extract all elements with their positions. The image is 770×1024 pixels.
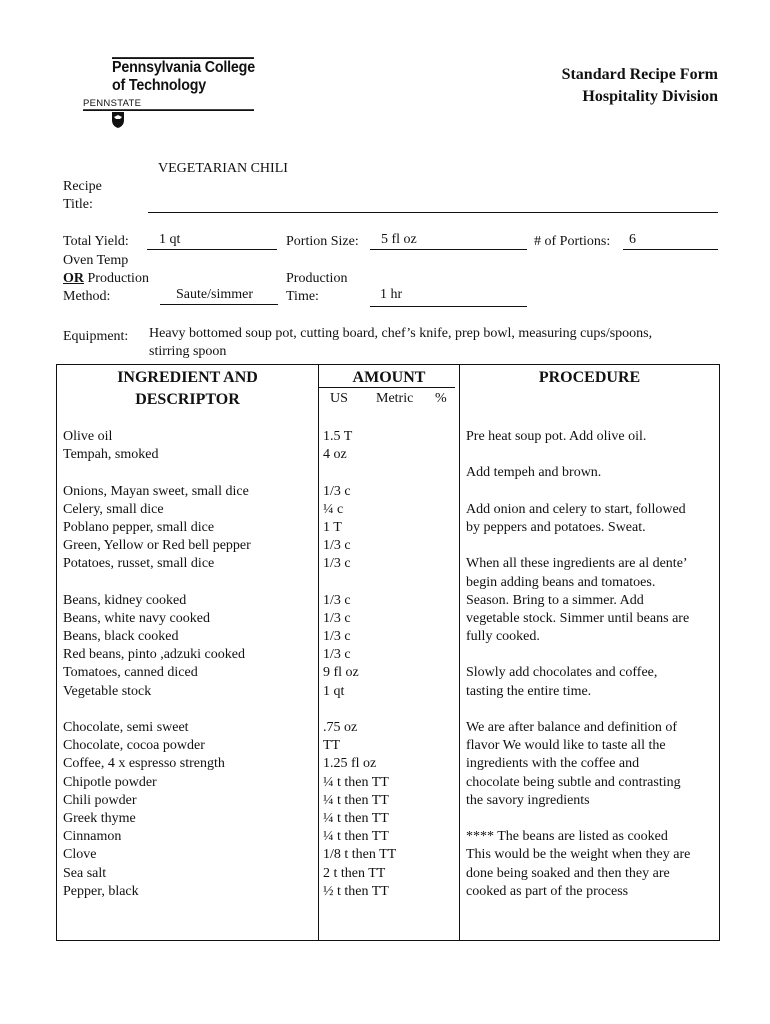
ingredient-row: Coffee, 4 x espresso strength	[63, 756, 225, 772]
ingredient-row: Beans, white navy cooked	[63, 610, 210, 626]
ingredient-row: Poblano pepper, small dice	[63, 519, 215, 535]
procedure-line: flavor We would like to taste all the	[466, 738, 666, 754]
method-label-line2	[63, 270, 149, 288]
amount-row: 1/3 c	[323, 592, 351, 608]
procedure-line: by peppers and potatoes. Sweat.	[466, 519, 646, 535]
logo-bottom-rule	[83, 109, 254, 111]
ingredient-row: Olive oil	[63, 429, 113, 444]
method-label-line1: Oven Temp	[63, 253, 129, 268]
amount-row: 1/8 t then TT	[323, 847, 397, 863]
ingredient-header-line2: DESCRIPTOR	[135, 391, 240, 408]
method-underline	[160, 304, 278, 305]
row-spacer	[323, 464, 396, 482]
amount-row: 1/3 c	[323, 538, 351, 554]
production-time-label	[286, 270, 347, 306]
amount-row: ½ t then TT	[323, 883, 389, 899]
row-spacer	[63, 574, 251, 592]
ingredient-row: Tomatoes, canned diced	[63, 665, 198, 681]
amount-us-subheader: US	[330, 391, 348, 406]
portion-size-underline	[370, 249, 527, 250]
total-yield-underline	[147, 249, 277, 250]
method-value[interactable]: Saute/simmer	[176, 287, 253, 302]
ingredient-row: Tempah, smoked	[63, 447, 159, 463]
procedure-line: begin adding beans and tomatoes.	[466, 574, 656, 590]
procedure-line: ingredients with the coffee and	[466, 756, 640, 772]
ingredient-row: Chocolate, semi sweet	[63, 720, 189, 735]
amount-row: 1/3 c	[323, 483, 351, 499]
procedure-list	[466, 428, 690, 901]
procedure-line: cooked as part of the process	[466, 883, 629, 899]
production-time-label-line2: Time:	[286, 289, 319, 304]
equipment-value[interactable]	[149, 325, 652, 361]
row-spacer	[466, 810, 690, 828]
ingredient-row: Onions, Mayan sweet, small dice	[63, 483, 249, 499]
ingredient-row: Green, Yellow or Red bell pepper	[63, 538, 251, 554]
production-time-label-line1: Production	[286, 271, 348, 286]
ingredient-row: Vegetable stock	[63, 683, 152, 699]
amount-row: .75 oz	[323, 720, 358, 735]
form-title-line1: Standard Recipe Form	[561, 66, 718, 83]
amount-row: 1 qt	[323, 683, 345, 699]
procedure-line: fully cooked.	[466, 629, 540, 645]
row-spacer	[63, 701, 251, 719]
ingredient-row: Beans, black cooked	[63, 629, 179, 645]
equipment-line2: stirring spoon	[149, 344, 227, 359]
row-spacer	[323, 701, 396, 719]
amount-row: ¼ c	[323, 501, 344, 517]
portions-value[interactable]: 6	[629, 232, 636, 247]
procedure-line: Pre heat soup pot. Add olive oil.	[466, 429, 647, 444]
amount-row: 1.5 T	[323, 429, 353, 444]
amount-row: 1/3 c	[323, 647, 351, 663]
row-spacer	[466, 701, 690, 719]
amount-header: AMOUNT	[352, 369, 426, 386]
recipe-title-label-line1: Recipe	[63, 179, 102, 194]
method-label-production: Production	[84, 271, 149, 286]
ingredient-row: Clove	[63, 847, 97, 863]
procedure-line: This would be the weight when they are	[466, 847, 691, 863]
row-spacer	[323, 574, 396, 592]
amount-percent-subheader: %	[435, 391, 447, 406]
amount-row: 1.25 fl oz	[323, 756, 377, 772]
procedure-line: We are after balance and definition of	[466, 720, 678, 735]
ingredient-row: Chipotle powder	[63, 774, 157, 790]
procedure-line: When all these ingredients are al dente’	[466, 556, 688, 572]
recipe-title-underline	[148, 212, 718, 213]
recipe-title-label	[63, 178, 102, 214]
portions-underline	[623, 249, 718, 250]
amount-header-rule	[319, 387, 455, 388]
equipment-label: Equipment:	[63, 329, 129, 344]
procedure-line: tasting the entire time.	[466, 683, 592, 699]
amount-row: ¼ t then TT	[323, 810, 389, 826]
ingredient-row: Pepper, black	[63, 883, 139, 899]
portion-size-value[interactable]: 5 fl oz	[381, 232, 417, 247]
pennstate-wordmark: PENNSTATE	[83, 98, 142, 109]
row-spacer	[466, 446, 690, 464]
ingredient-header	[57, 367, 318, 411]
college-name-line1: Pennsylvania College	[112, 59, 255, 76]
procedure-line: vegetable stock. Simmer until beans are	[466, 610, 690, 626]
portion-size-label: Portion Size:	[286, 234, 359, 249]
row-spacer	[466, 646, 690, 664]
amount-row: ¼ t then TT	[323, 774, 389, 790]
procedure-line: chocolate being subtle and contrasting	[466, 774, 681, 790]
production-time-underline	[370, 306, 527, 307]
amount-metric-subheader: Metric	[376, 391, 414, 406]
portions-label: # of Portions:	[534, 234, 611, 249]
ingredient-row: Cinnamon	[63, 829, 122, 845]
amount-row: 1 T	[323, 519, 342, 535]
equipment-line1: Heavy bottomed soup pot, cutting board, chef’s knife, prep bowl, measuring cups/spoons,	[149, 326, 653, 341]
ingredient-row: Red beans, pinto ,adzuki cooked	[63, 647, 245, 663]
method-label-line3: Method:	[63, 289, 111, 304]
ingredient-row: Chocolate, cocoa powder	[63, 738, 205, 754]
total-yield-value[interactable]: 1 qt	[159, 232, 181, 247]
ingredient-header-line1: INGREDIENT AND	[117, 369, 258, 386]
amount-list	[323, 428, 396, 901]
procedure-line: Slowly add chocolates and coffee,	[466, 665, 658, 681]
amount-row: 4 oz	[323, 447, 347, 463]
total-yield-label: Total Yield:	[63, 234, 129, 249]
ingredient-row: Sea salt	[63, 865, 107, 881]
amount-row: 1/3 c	[323, 629, 351, 645]
ingredient-row: Potatoes, russet, small dice	[63, 556, 215, 572]
production-time-value[interactable]: 1 hr	[380, 287, 403, 302]
row-spacer	[63, 464, 251, 482]
procedure-header: PROCEDURE	[538, 369, 641, 386]
amount-row: 1/3 c	[323, 610, 351, 626]
column-divider-ingredient	[318, 365, 319, 940]
row-spacer	[466, 537, 690, 555]
amount-row: TT	[323, 738, 341, 754]
recipe-title-value[interactable]: VEGETARIAN CHILI	[158, 161, 288, 176]
ingredient-row: Chili powder	[63, 792, 137, 808]
form-title	[562, 64, 718, 108]
procedure-line: the savory ingredients	[466, 792, 590, 808]
ingredient-list	[63, 428, 251, 901]
ingredient-row: Celery, small dice	[63, 501, 164, 517]
amount-row: ¼ t then TT	[323, 792, 389, 808]
row-spacer	[466, 483, 690, 501]
college-name-line2: of Technology	[112, 77, 206, 94]
method-label	[63, 252, 149, 306]
procedure-line: done being soaked and then they are	[466, 865, 670, 881]
procedure-line: Season. Bring to a simmer. Add	[466, 592, 644, 608]
amount-row: 2 t then TT	[323, 865, 386, 881]
procedure-line: Add tempeh and brown.	[466, 465, 602, 481]
amount-row: 9 fl oz	[323, 665, 359, 681]
amount-row: ¼ t then TT	[323, 829, 389, 845]
procedure-line: Add onion and celery to start, followed	[466, 501, 686, 517]
shield-icon	[111, 111, 125, 129]
ingredient-row: Greek thyme	[63, 810, 136, 826]
procedure-line: **** The beans are listed as cooked	[466, 829, 668, 845]
recipe-table	[56, 364, 720, 941]
form-title-line2: Hospitality Division	[582, 88, 718, 105]
recipe-title-label-line2: Title:	[63, 197, 93, 212]
amount-row: 1/3 c	[323, 556, 351, 572]
method-label-or: OR	[63, 271, 84, 286]
column-divider-amount	[459, 365, 460, 940]
ingredient-row: Beans, kidney cooked	[63, 592, 187, 608]
